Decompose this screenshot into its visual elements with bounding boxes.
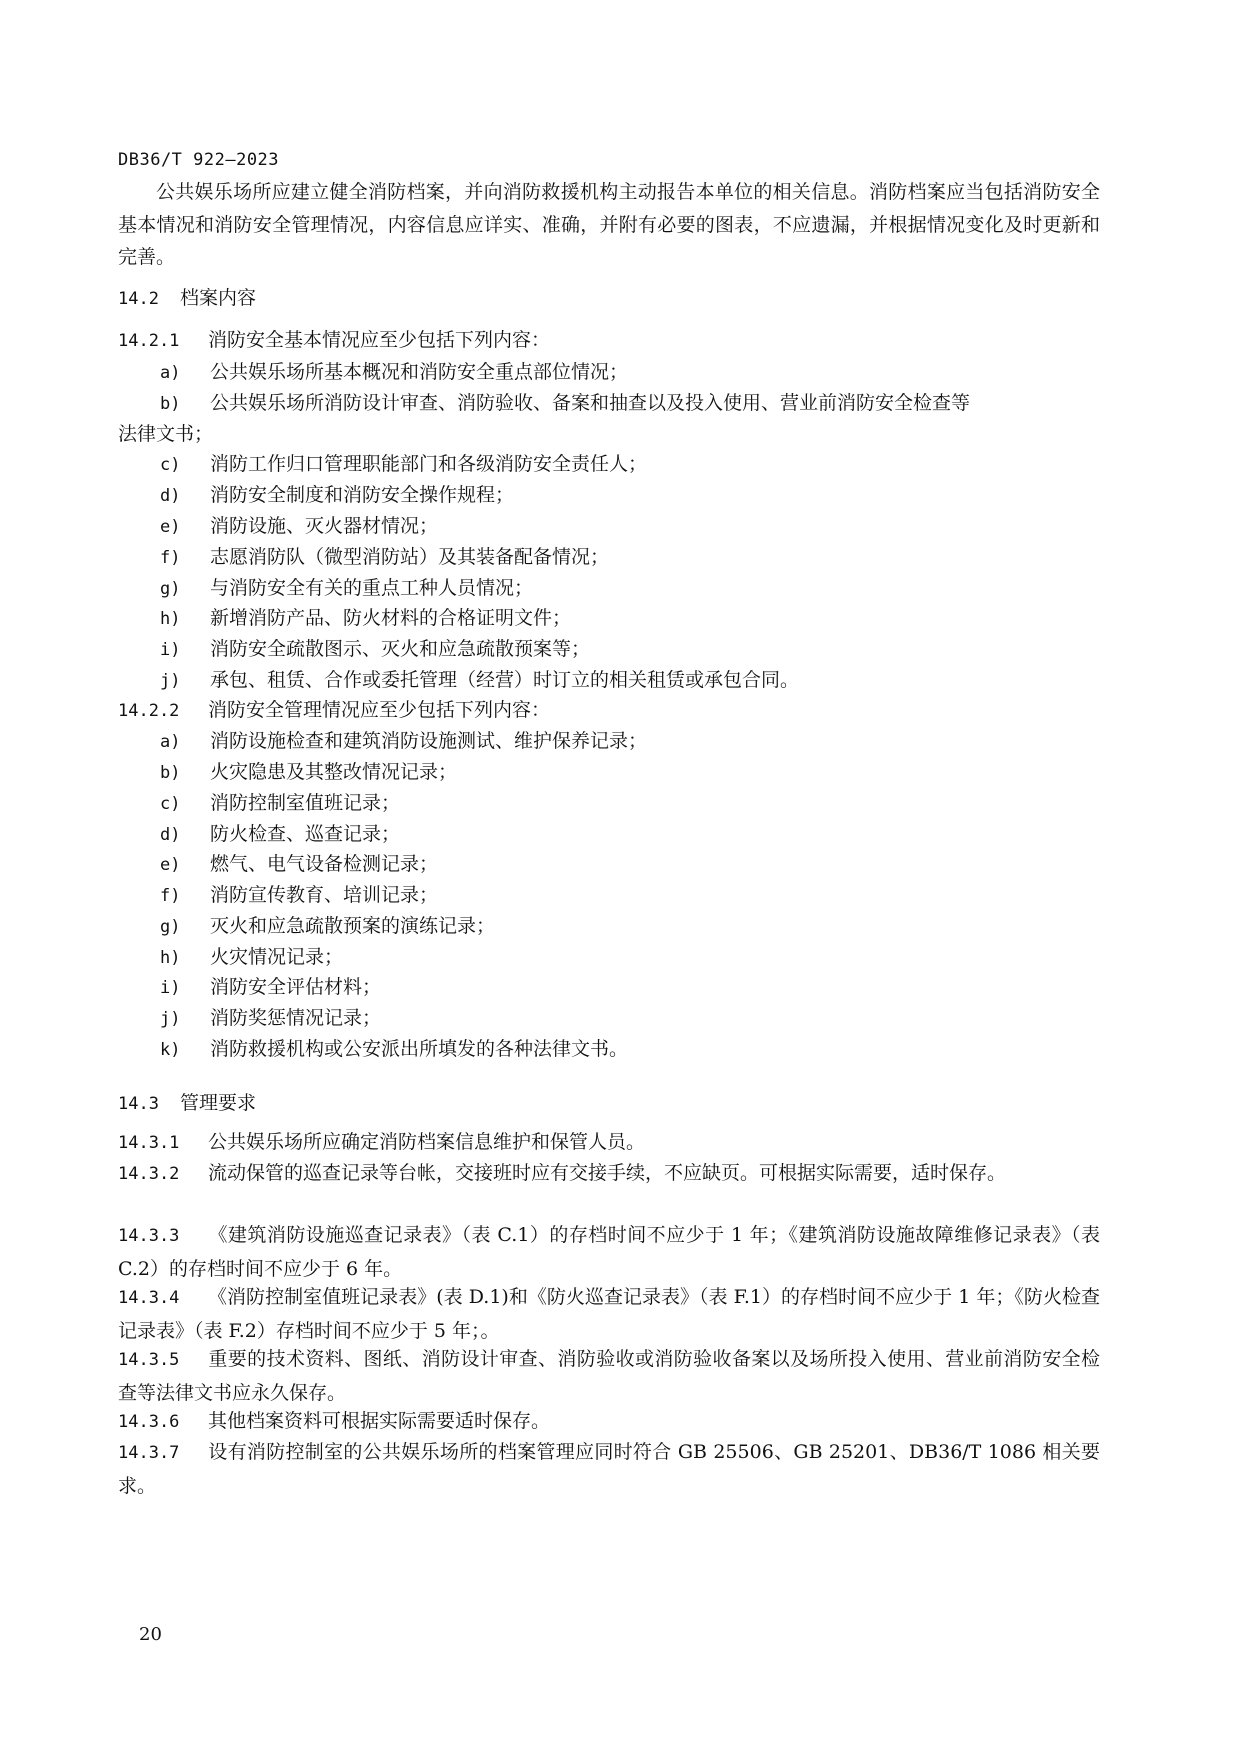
list-item: c) 消防工作归口管理职能部门和各级消防安全责任人； bbox=[160, 453, 648, 475]
clause-14-3-4: 14.3.4 《消防控制室值班记录表》(表 D.1)和《防火巡查记录表》（表 F.1）的存档时间不应少于 1 年；《防火检查记录表》（表 F.2）存档时间不应少于 5 年；。 bbox=[118, 1286, 1100, 1342]
section-heading-14-2 bbox=[118, 283, 256, 310]
list-item: e) 消防设施、灭火器材情况； bbox=[160, 515, 439, 537]
clause-14-2-1 bbox=[118, 324, 1100, 358]
clause-14-3-5: 14.3.5 重要的技术资料、图纸、消防设计审查、消防验收或消防验收备案以及场所投入使用、营业前消防安全检查等法律文书应永久保存。 bbox=[118, 1348, 1100, 1404]
list-item: g) 与消防安全有关的重点工种人员情况； bbox=[160, 577, 534, 599]
section-number: 14.3 bbox=[118, 1094, 159, 1114]
clause-number: 14.2.1 bbox=[118, 331, 180, 351]
list-item: i) 消防安全评估材料； bbox=[160, 976, 382, 998]
section-title: 档案内容 bbox=[180, 287, 257, 309]
list-item: i) 消防安全疏散图示、灭火和应急疏散预案等； bbox=[160, 638, 591, 660]
list-item: j) 消防奖惩情况记录； bbox=[160, 1007, 382, 1029]
list-item: h) 火灾情况记录； bbox=[160, 946, 344, 968]
clause-14-3-6: 14.3.6 其他档案资料可根据实际需要适时保存。 bbox=[118, 1410, 551, 1432]
list-item: h) 新增消防产品、防火材料的合格证明文件； bbox=[160, 607, 572, 629]
list-item: d) 消防安全制度和消防安全操作规程； bbox=[160, 484, 515, 506]
clause-14-3-2: 14.3.2 流动保管的巡查记录等台帐，交接班时应有交接手续，不应缺页。可根据实际需要，适时保存。 bbox=[118, 1162, 1007, 1184]
list-item: a) 消防设施检查和建筑消防设施测试、维护保养记录； bbox=[160, 730, 648, 752]
list-item-continuation: 法律文书； bbox=[118, 423, 214, 445]
list-item: c) 消防控制室值班记录； bbox=[160, 792, 401, 814]
clause-14-3-3: 14.3.3 《建筑消防设施巡查记录表》（表 C.1）的存档时间不应少于 1 年；《建筑消防设施故障维修记录表》（表 C.2）的存档时间不应少于 6 年。 bbox=[118, 1224, 1100, 1280]
list-item: b) 公共娱乐场所消防设计审查、消防验收、备案和抽查以及投入使用、营业前消防安全检查等 bbox=[160, 392, 971, 414]
clause-14-3-1: 14.3.1 公共娱乐场所应确定消防档案信息维护和保管人员。 bbox=[118, 1131, 646, 1153]
section-number: 14.2 bbox=[118, 289, 159, 309]
intro-paragraph: 公共娱乐场所应建立健全消防档案，并向消防救援机构主动报告本单位的相关信息。消防档案应当包括消防安全基本情况和消防安全管理情况，内容信息应详实、准确，并附有必要的图表，不应遗漏，并根据情况变化及时更新和完善。 bbox=[118, 181, 1100, 268]
clause-14-3-7: 14.3.7 设有消防控制室的公共娱乐场所的档案管理应同时符合 GB 25506、GB 25201、DB36/T 1086 相关要求。 bbox=[118, 1441, 1100, 1497]
list-item: j) 承包、租赁、合作或委托管理（经营）时订立的相关租赁或承包合同。 bbox=[160, 669, 800, 691]
document-id-header: DB36/T 922—2023 bbox=[118, 150, 280, 170]
list-item: b) 火灾隐患及其整改情况记录； bbox=[160, 761, 458, 783]
list-item: k) 消防救援机构或公安派出所填发的各种法律文书。 bbox=[160, 1038, 629, 1060]
list-item: d) 防火检查、巡查记录； bbox=[160, 823, 401, 845]
clause-number: 14.2.2 bbox=[118, 701, 180, 721]
section-title: 管理要求 bbox=[180, 1092, 257, 1114]
list-item: f) 消防宣传教育、培训记录； bbox=[160, 884, 439, 906]
list-item: e) 燃气、电气设备检测记录； bbox=[160, 853, 439, 875]
section-heading-14-3 bbox=[118, 1088, 256, 1115]
clause-text: 消防安全基本情况应至少包括下列内容： bbox=[208, 329, 551, 351]
clause-14-2-2 bbox=[118, 694, 1100, 728]
page-number: 20 bbox=[139, 1624, 162, 1645]
list-item: a) 公共娱乐场所基本概况和消防安全重点部位情况； bbox=[160, 361, 629, 383]
list-item: g) 灭火和应急疏散预案的演练记录； bbox=[160, 915, 496, 937]
list-item: f) 志愿消防队（微型消防站）及其装备配备情况； bbox=[160, 546, 610, 568]
clause-text: 消防安全管理情况应至少包括下列内容： bbox=[208, 699, 551, 721]
